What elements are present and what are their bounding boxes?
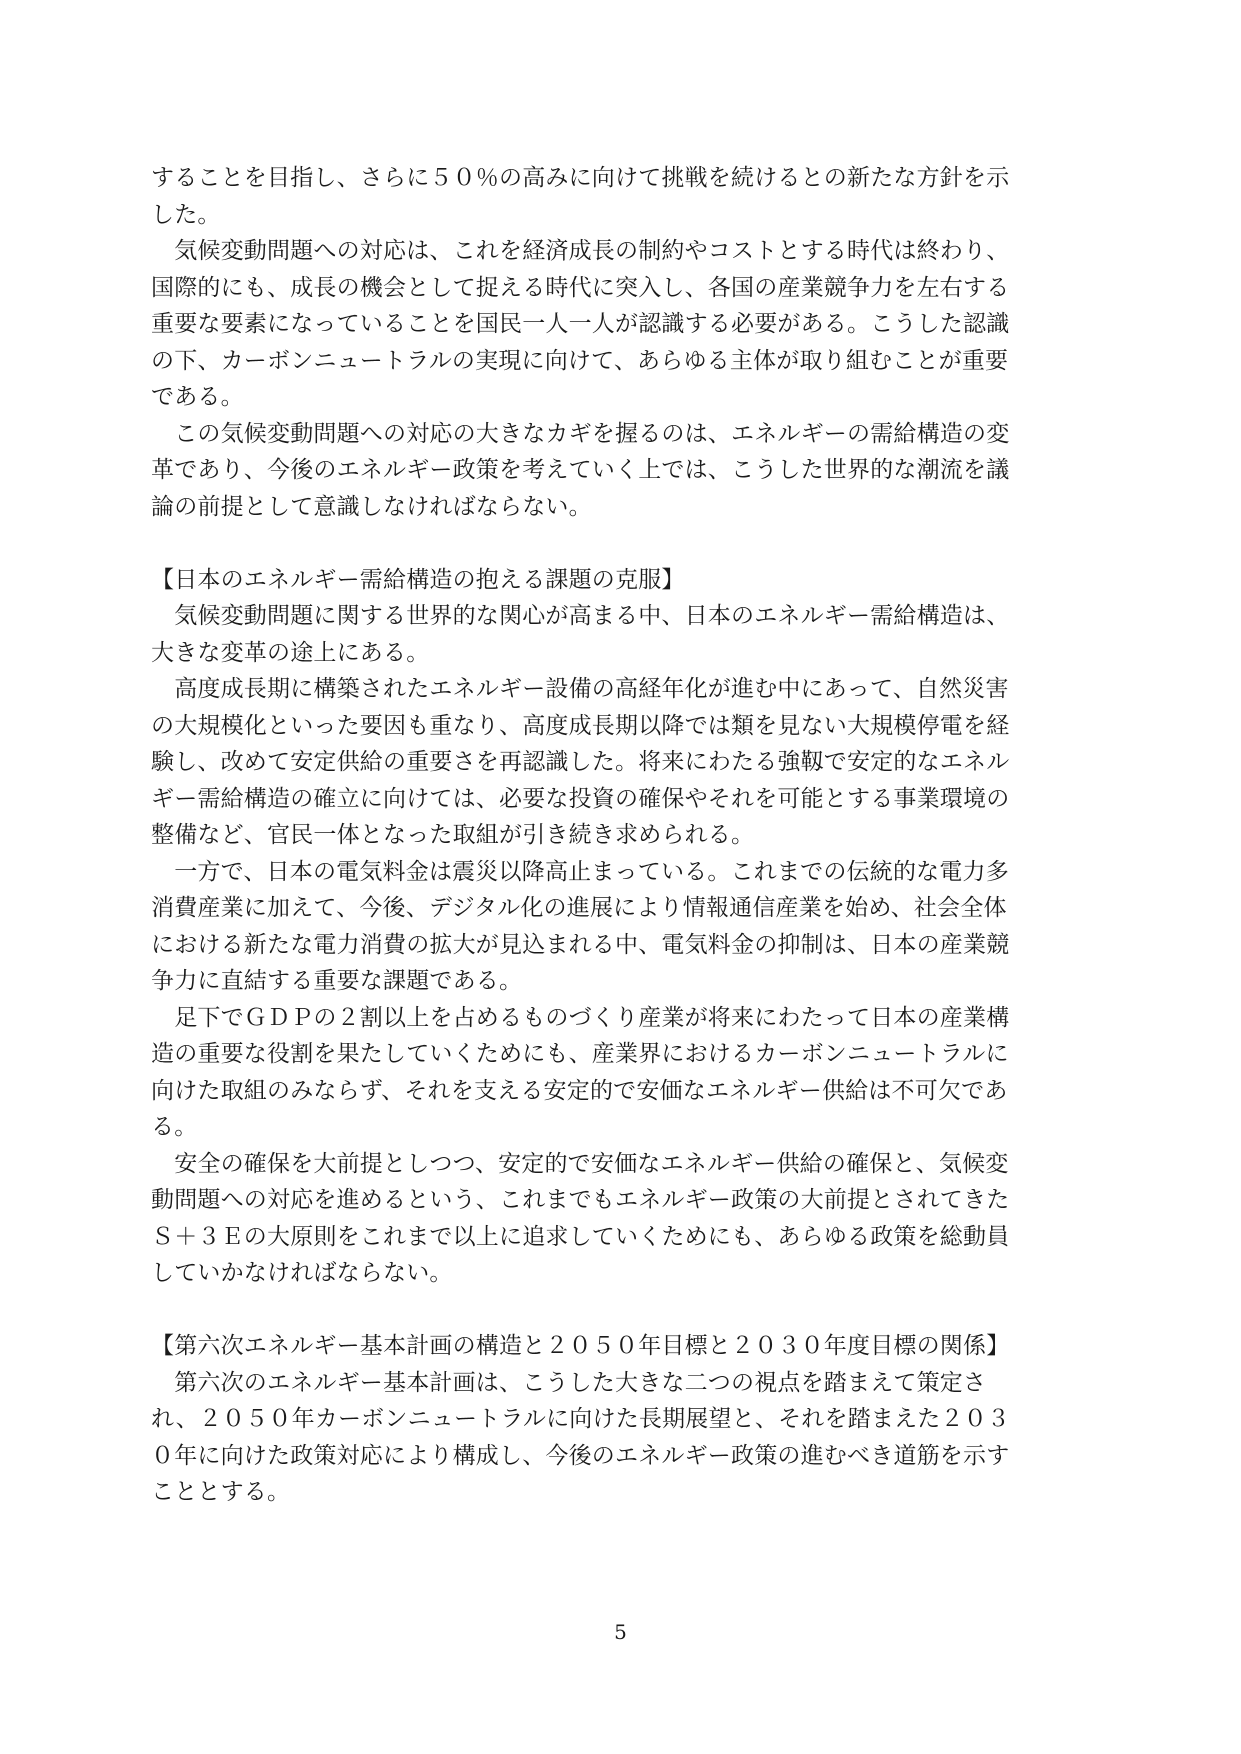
- text-line: 整備など、官民一体となった取組が引き続き求められる。: [151, 822, 755, 848]
- text-line: ０年に向けた政策対応により構成し、今後のエネルギー政策の進むべき道筋を示す: [151, 1442, 1010, 1469]
- text-line: Ｓ＋３Ｅの大原則をこれまで以上に追求していくためにも、あらゆる政策を総動員: [151, 1223, 1010, 1250]
- paragraph-spacer: [151, 525, 1078, 562]
- text-line: 重要な要素になっていることを国民一人一人が認識する必要がある。こうした認識: [151, 311, 1010, 337]
- text-line: 気候変動問題に関する世界的な関心が高まる中、日本のエネルギー需給構造は、: [151, 603, 1010, 629]
- text-line: した。: [151, 201, 221, 228]
- text-line: である。: [151, 384, 244, 410]
- text-line: することを目指し、さらに５０％の高みに向けて挑戦を続けるとの新たな方針を示: [151, 165, 1010, 191]
- text-line: 革であり、今後のエネルギー政策を考えていく上では、こうした世界的な潮流を議: [151, 457, 1010, 483]
- text-line: 大きな変革の途上にある。: [151, 639, 430, 666]
- text-line: 験し、改めて安定供給の重要さを再認識した。将来にわたる強靱で安定的なエネル: [151, 749, 1010, 775]
- text-line: れ、２０５０年カーボンニュートラルに向けた長期展望と、それを踏まえた２０３: [151, 1406, 1011, 1432]
- text-line: 第六次のエネルギー基本計画は、こうした大きな二つの視点を踏まえて策定さ: [151, 1369, 987, 1396]
- text-line: ギー需給構造の確立に向けては、必要な投資の確保やそれを可能とする事業環境の: [151, 785, 1010, 812]
- text-line: 気候変動問題への対応は、これを経済成長の制約やコストとする時代は終わり、: [151, 238, 1010, 264]
- text-line: る。: [151, 1114, 198, 1140]
- text-line: この気候変動問題への対応の大きなカギを握るのは、エネルギーの需給構造の変: [151, 420, 1010, 447]
- text-line: 国際的にも、成長の機会として捉える時代に突入し、各国の産業競争力を左右する: [151, 274, 1010, 301]
- page-number: 5: [614, 1620, 627, 1644]
- text-line: 動問題への対応を進めるという、これまでもエネルギー政策の大前提とされてきた: [151, 1187, 1010, 1213]
- text-line: 足下でＧＤＰの２割以上を占めるものづくり産業が将来にわたって日本の産業構: [151, 1004, 1010, 1031]
- document-body: [151, 160, 1078, 1511]
- text-line: における新たな電力消費の拡大が見込まれる中、電気料金の抑制は、日本の産業競: [151, 931, 1010, 958]
- text-line: 造の重要な役割を果たしていくためにも、産業界におけるカーボンニュートラルに: [151, 1041, 1009, 1067]
- text-line: 一方で、日本の電気料金は震災以降高止まっている。これまでの伝統的な電力多: [151, 858, 1009, 885]
- text-line: 高度成長期に構築されたエネルギー設備の高経年化が進む中にあって、自然災害: [151, 676, 1009, 702]
- text-line: 消費産業に加えて、今後、デジタル化の進展により情報通信産業を始め、社会全体: [151, 895, 1007, 921]
- text-line: こととする。: [151, 1479, 291, 1505]
- text-line: の大規模化といった要因も重なり、高度成長期以降では類を見ない大規模停電を経: [151, 712, 1010, 739]
- text-line: していかなければならない。: [151, 1260, 453, 1286]
- text-line: 安全の確保を大前提としつつ、安定的で安価なエネルギー供給の確保と、気候変: [151, 1150, 1009, 1177]
- section-heading: 【日本のエネルギー需給構造の抱える課題の克服】: [151, 566, 685, 593]
- text-line: 論の前提として意識しなければならない。: [151, 493, 592, 520]
- text-line: の下、カーボンニュートラルの実現に向けて、あらゆる主体が取り組むことが重要: [151, 347, 1009, 374]
- text-line: 向けた取組のみならず、それを支える安定的で安価なエネルギー供給は不可欠であ: [151, 1077, 1008, 1104]
- section-heading: 【第六次エネルギー基本計画の構造と２０５０年目標と２０３０年度目標の関係】: [151, 1333, 1010, 1359]
- text-line: 争力に直結する重要な課題である。: [151, 968, 523, 994]
- paragraph-spacer: [151, 1292, 1078, 1329]
